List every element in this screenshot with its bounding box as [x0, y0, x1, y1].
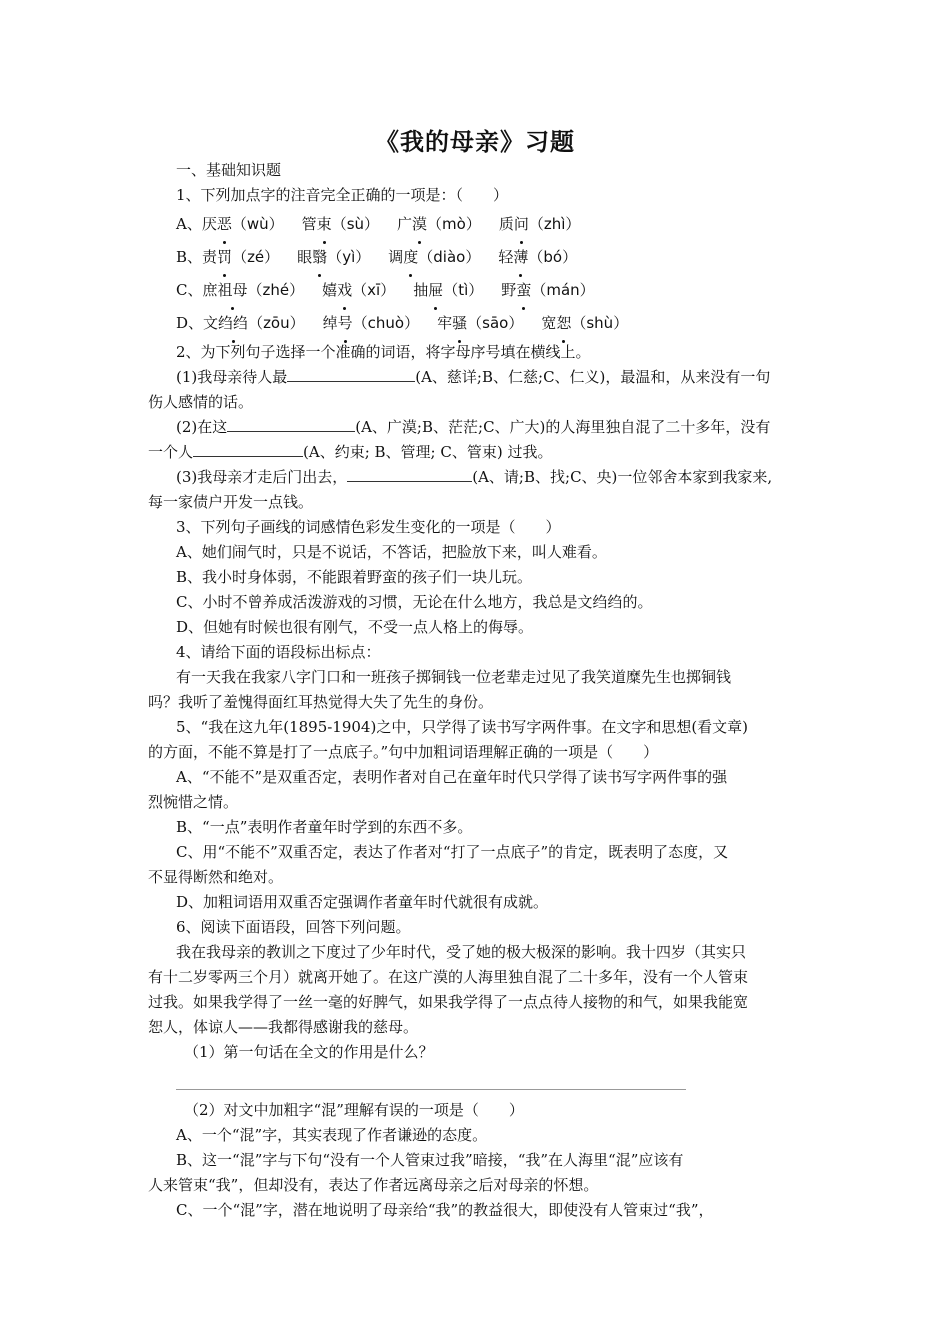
question-6-option-a: A、一个“混”字，其实表现了作者谦逊的态度。 [176, 1126, 488, 1144]
question-4-stem: 4、请给下面的语段标出标点： [176, 643, 381, 661]
question-2-item-1 [148, 365, 813, 390]
word-item [322, 274, 395, 307]
dotted-char: 恶 [217, 208, 232, 241]
word-char: 质 [498, 215, 514, 233]
word-item [297, 241, 370, 274]
pinyin-label: （tì） [443, 281, 484, 299]
word-char: 眼 [297, 248, 313, 266]
pinyin-label: （shù） [571, 314, 629, 332]
question-5-option-a-cont: 烈惋惜之情。 [148, 793, 239, 811]
question-3-option-b: B、我小时身体弱，不能跟着野蛮的孩子们一块儿玩。 [176, 568, 533, 586]
word-item [323, 307, 419, 340]
option-letter: B、 [176, 248, 203, 266]
question-5-option-a: A、“不能不”是双重否定，表明作者对自己在童年时代只学得了读书写字两件事的强 [176, 768, 728, 786]
question-5-option-c-cont: 不显得断然和绝对。 [148, 868, 284, 886]
word-item [202, 208, 284, 241]
dotted-char: 屉 [428, 274, 443, 307]
item-text: (2)在这 [176, 418, 228, 436]
answer-blank [347, 465, 472, 482]
question-3-option-c: C、小时不曾养成活泼游戏的习惯，无论在什么地方，我总是文绉绉的。 [176, 593, 653, 611]
question-1-option-a [148, 208, 813, 241]
question-6-option-b: B、这一“混”字与下句“没有一个人管束过我”暗接，“我”在人海里“混”应该有 [176, 1151, 684, 1169]
word-char: 野 [501, 281, 517, 299]
dotted-char: 骚 [452, 307, 467, 340]
question-6-option-c: C、一个“混”字，潜在地说明了母亲给“我”的教益很大，即使没有人管束过“我”， [176, 1201, 714, 1219]
question-4-passage-cont: 吗？我听了羞愧得面红耳热觉得大失了先生的身份。 [148, 693, 494, 711]
dotted-char: 罚 [217, 241, 232, 274]
question-6-sub-1: （1）第一句话在全文的作用是什么？ [184, 1043, 434, 1061]
word-char: 宽 [541, 314, 557, 332]
pinyin-label: （zhé） [247, 281, 305, 299]
question-2-stem: 2、为下列句子选择一个准确的词语，将字母序号填在横线上。 [176, 343, 591, 361]
question-1-option-b [148, 241, 813, 274]
pinyin-label: （mò） [427, 215, 481, 233]
dotted-char: 翳 [312, 241, 327, 274]
dotted-char: 号 [338, 307, 353, 340]
word-item [498, 241, 577, 274]
word-char: 绰 [322, 314, 338, 332]
word-item [501, 274, 594, 307]
word-char: 抽 [413, 281, 429, 299]
question-2-item-2 [148, 415, 813, 440]
question-6-passage-cont: 恕人，体谅人——我都得感谢我的慈母。 [148, 1018, 419, 1036]
pinyin-label: （mán） [531, 281, 595, 299]
section-heading: 一、基础知识题 [176, 161, 282, 179]
page-title: 《我的母亲》习题 [375, 128, 575, 156]
question-2-item-2-cont [148, 440, 813, 465]
pinyin-label: （sāo） [467, 314, 524, 332]
dotted-char: 度 [403, 241, 418, 274]
exercise-content [148, 158, 813, 1223]
question-6-passage-cont: 过我。如果我学得了一丝一毫的好脾气，如果我学得了一点点待人接物的和气，如果我能宽 [148, 993, 749, 1011]
word-char: 牢 [437, 314, 453, 332]
question-2-item-3-cont: 每一家债户开发一点钱。 [148, 493, 314, 511]
question-6-sub-2: （2）对文中加粗字“混”理解有误的一项是（ ） [184, 1101, 524, 1119]
pinyin-label: （chuò） [352, 314, 420, 332]
dotted-char: 祖母 [218, 274, 248, 307]
word-item [437, 307, 523, 340]
option-letter: A、 [176, 215, 202, 233]
pinyin-label: （bó） [528, 248, 578, 266]
pinyin-label: （sù） [331, 215, 380, 233]
word-char: 调 [388, 248, 404, 266]
word-item [388, 241, 480, 274]
word-char: 嬉 [322, 281, 338, 299]
answer-blank [193, 440, 303, 457]
dotted-char: 蛮 [516, 274, 531, 307]
question-6-option-b-cont: 人来管束“我”，但却没有，表达了作者远离母亲之后对母亲的怀想。 [148, 1176, 599, 1194]
word-char: 厌 [201, 215, 217, 233]
question-5-stem-cont: 的方面，不能不算是打了一点底子。”句中加粗词语理解正确的一项是（ ） [148, 743, 659, 761]
option-letter: C、 [176, 281, 203, 299]
dotted-char: 恕 [556, 307, 571, 340]
question-2-item-1-cont: 伤人感情的话。 [148, 393, 254, 411]
pinyin-label: （zhì） [528, 215, 581, 233]
question-1-option-c [148, 274, 813, 307]
pinyin-label: （yì） [327, 248, 371, 266]
dotted-char: 漠 [412, 208, 427, 241]
item-text: (A、约束; B、管理; C、管束) 过我。 [303, 443, 553, 461]
question-6-passage: 我在我母亲的教训之下度过了少年时代，受了她的极大极深的影响。我十四岁（其实只 [176, 943, 747, 961]
item-text: (A、广漠;B、茫茫;C、广大)的人海里独自混了二十多年，没有 [355, 418, 771, 436]
word-char: 广 [397, 215, 413, 233]
item-text: 一个人 [148, 443, 194, 461]
word-char: 文 [203, 314, 219, 332]
pinyin-label: （diào） [418, 248, 481, 266]
answer-blank [287, 365, 415, 382]
word-item [202, 274, 304, 307]
dotted-char: 薄 [513, 241, 528, 274]
pinyin-label: （zé） [232, 248, 280, 266]
pinyin-label: （wù） [231, 215, 284, 233]
question-3-stem: 3、下列句子画线的词感情色彩发生变化的一项是（ ） [176, 518, 561, 536]
word-char: 轻 [498, 248, 514, 266]
word-char: 管 [301, 215, 317, 233]
question-4-passage: 有一天我在我家八字门口和一班孩子掷铜钱一位老辈走过见了我笑道糜先生也掷铜钱 [176, 668, 732, 686]
question-5-option-b: B、“一点”表明作者童年时学到的东西不多。 [176, 818, 473, 836]
answer-line [176, 1067, 686, 1090]
item-text: (A、请;B、找;C、央)一位邻舍本家到我家来, [472, 468, 773, 486]
word-char: 庶 [202, 281, 218, 299]
question-3-option-d: D、但她有时候也很有刚气，不受一点人格上的侮辱。 [176, 618, 534, 636]
dotted-char: 问 [514, 208, 529, 241]
word-item [203, 307, 305, 340]
item-text: (A、慈详;B、仁慈;C、仁义)，最温和，从来没有一句 [415, 368, 771, 386]
word-item [397, 208, 481, 241]
question-1-option-d [148, 307, 813, 340]
dotted-char: 束 [317, 208, 332, 241]
pinyin-label: （zōu） [248, 314, 305, 332]
answer-blank [227, 415, 355, 432]
question-6-stem: 6、阅读下面语段，回答下列问题。 [176, 918, 411, 936]
question-1-stem: 1、下列加点字的注音完全正确的一项是：（ ） [176, 186, 509, 204]
item-text: (1)我母亲待人最 [176, 368, 288, 386]
dotted-char: 绉绉 [218, 307, 248, 340]
option-letter: D、 [176, 314, 204, 332]
question-5-option-c: C、用“不能不”双重否定，表达了作者对“打了一点底子”的肯定，既表明了态度，又 [176, 843, 729, 861]
question-5-stem: 5、“我在这九年(1895-1904)之中，只学得了读书写字两件事。在文字和思想(看文章) [176, 718, 749, 736]
question-3-option-a: A、她们闹气时，只是不说话，不答话，把脸放下来，叫人难看。 [176, 543, 607, 561]
question-1-options [148, 208, 813, 340]
word-item [541, 307, 628, 340]
word-char: 责 [202, 248, 218, 266]
word-item [499, 208, 581, 241]
word-item [413, 274, 483, 307]
pinyin-label: （xī） [352, 281, 396, 299]
dotted-char: 戏 [337, 274, 352, 307]
question-2-item-3 [148, 465, 813, 490]
question-5-option-d: D、加粗词语用双重否定强调作者童年时代就很有成就。 [176, 893, 549, 911]
question-6-passage-cont: 有十二岁零两三个月）就离开她了。在这广漠的人海里独自混了二十多年，没有一个人管束 [148, 968, 749, 986]
word-item [202, 241, 279, 274]
item-text: (3)我母亲才走后门出去， [176, 468, 348, 486]
word-item [302, 208, 379, 241]
